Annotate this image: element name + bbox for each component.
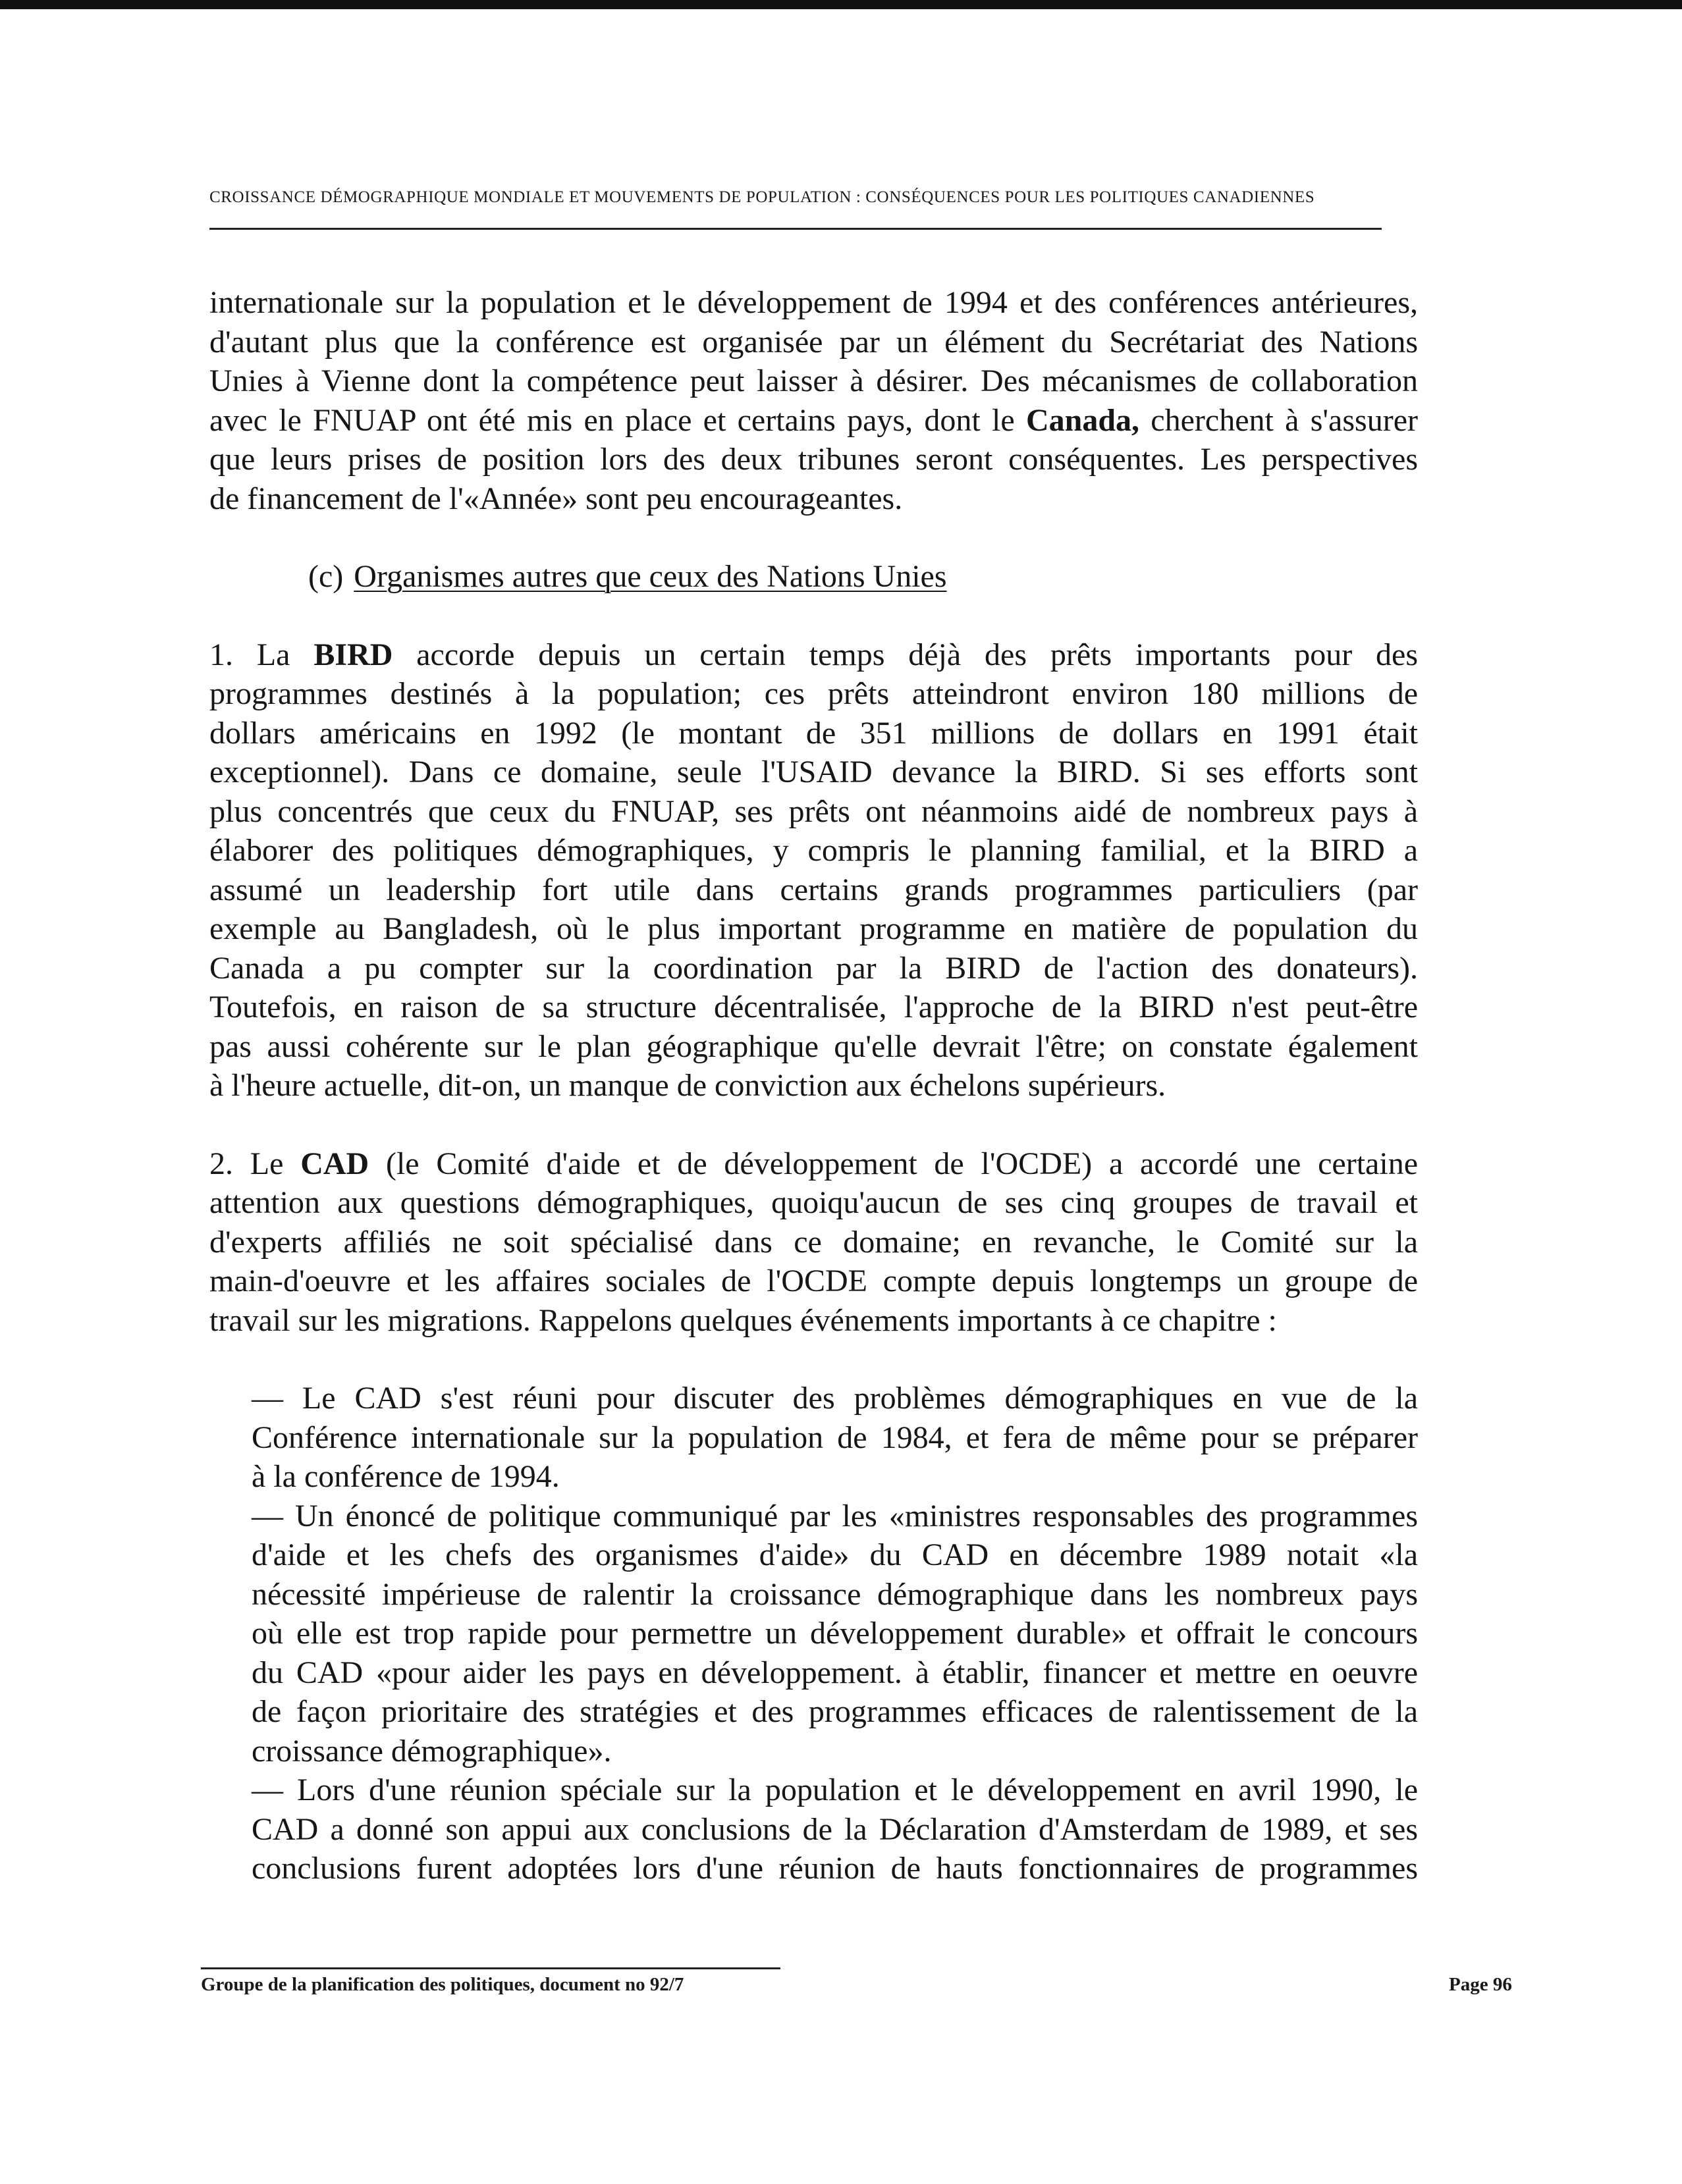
text-segment: accorde depuis un certain temps déjà des prêts importants pour des	[393, 637, 1419, 672]
page-number: Page 96	[1449, 1974, 1512, 1995]
text-line: — Un énoncé de politique communiqué par les «ministres responsables des programmes	[252, 1498, 1418, 1533]
section-number: (c)	[308, 559, 344, 594]
text-line: attention aux questions démographiques, quoiqu'aucun de ses cinq groupes de travail et	[209, 1185, 1418, 1220]
text-line: où elle est trop rapide pour permettre un développement durable» et offrait le concours	[252, 1616, 1418, 1651]
paragraph-gap	[209, 597, 1418, 635]
text-segment: (le Comité d'aide et de développement de l'OCDE) a accordé une certaine	[369, 1146, 1419, 1181]
scan-top-edge	[0, 0, 1682, 9]
list-item	[252, 1771, 1418, 1888]
header-rule	[209, 228, 1382, 230]
list-item	[252, 1497, 1418, 1771]
item-2-paragraph	[209, 1144, 1418, 1341]
paragraph-gap	[209, 1340, 1418, 1379]
bold-term-canada: Canada,	[1025, 402, 1140, 438]
text-line: travail sur les migrations. Rappelons quelques événements importants à ce chapitre :	[209, 1302, 1277, 1338]
text-line: internationale sur la population et le développement de 1994 et des conférences antérieures,	[209, 285, 1418, 320]
text-line: du CAD «pour aider les pays en développement. à établir, financer et mettre en oeuvre	[252, 1655, 1418, 1690]
text-line: plus concentrés que ceux du FNUAP, ses prêts ont néanmoins aidé de nombreux pays à	[209, 793, 1418, 829]
text-line: pas aussi cohérente sur le plan géographique qu'elle devrait l'être; on constate également	[209, 1028, 1418, 1064]
text-line: d'aide et les chefs des organismes d'aide» du CAD en décembre 1989 notait «la	[252, 1537, 1418, 1572]
text-line: assumé un leadership fort utile dans certains grands programmes particuliers (par	[209, 872, 1418, 907]
text-line: de façon prioritaire des stratégies et des programmes efficaces de ralentissement de la	[252, 1694, 1418, 1729]
text-line: Unies à Vienne dont la compétence peut laisser à désirer. Des mécanismes de collaboration	[209, 363, 1418, 398]
text-line: d'experts affiliés ne soit spécialisé dans ce domaine; en revanche, le Comité sur la	[209, 1224, 1418, 1260]
bold-term-bird: BIRD	[313, 637, 393, 672]
text-line: à la conférence de 1994.	[252, 1459, 560, 1494]
footer-rule	[201, 1967, 780, 1969]
text-line: élaborer des politiques démographiques, y compris le planning familial, et la BIRD a	[209, 833, 1418, 868]
text-line: nécessité impérieuse de ralentir la croissance démographique dans les nombreux pays	[252, 1576, 1418, 1612]
text-line: exceptionnel). Dans ce domaine, seule l'USAID devance la BIRD. Si ses efforts sont	[209, 755, 1418, 789]
text-segment: avec le FNUAP ont été mis en place et certains pays, dont le	[209, 402, 1026, 438]
text-line: CAD a donné son appui aux conclusions de la Déclaration d'Amsterdam de 1989, et ses	[252, 1811, 1418, 1847]
running-header: CROISSANCE DÉMOGRAPHIQUE MONDIALE ET MOUVEMENTS DE POPULATION : CONSÉQUENCES POUR LES POLITIQUES CANADIENNES	[209, 188, 1315, 206]
footer-document-reference: Groupe de la planification des politiques, document no 92/7	[201, 1974, 684, 1995]
text-line: — Lors d'une réunion spéciale sur la population et le développement en avril 1990, le	[252, 1772, 1418, 1807]
paragraph-gap	[209, 1105, 1418, 1144]
text-line: programmes destinés à la population; ces prêts atteindront environ 180 millions de	[209, 676, 1418, 711]
text-line	[209, 1144, 1418, 1184]
text-line: croissance démographique».	[252, 1733, 612, 1769]
text-line	[209, 635, 1418, 675]
event-list	[209, 1379, 1418, 1888]
list-item	[252, 1379, 1418, 1497]
intro-paragraph	[209, 283, 1418, 518]
text-segment: 2. Le	[209, 1146, 301, 1181]
text-line: d'autant plus que la conférence est organisée par un élément du Secrétariat des Nations	[209, 324, 1418, 360]
text-line: exemple au Bangladesh, où le plus important programme en matière de population du	[209, 911, 1418, 946]
text-line	[209, 401, 1418, 440]
text-line: Toutefois, en raison de sa structure décentralisée, l'approche de la BIRD n'est peut-être	[209, 990, 1418, 1025]
text-line: conclusions furent adoptées lors d'une réunion de hauts fonctionnaires de programmes	[252, 1851, 1418, 1886]
text-line: de financement de l'«Année» sont peu encourageantes.	[209, 481, 903, 516]
section-title: Organismes autres que ceux des Nations Unies	[354, 559, 947, 594]
item-1-paragraph	[209, 635, 1418, 1105]
text-segment: 1. La	[209, 637, 314, 672]
text-line: — Le CAD s'est réuni pour discuter des problèmes démographiques en vue de la	[252, 1381, 1418, 1416]
text-segment: cherchent à s'assurer	[1139, 402, 1418, 438]
text-line: que leurs prises de position lors des deux tribunes seront conséquentes. Les perspectives	[209, 442, 1418, 477]
section-heading	[209, 557, 1418, 597]
bold-term-cad: CAD	[300, 1146, 369, 1181]
text-line: Canada a pu compter sur la coordination par la BIRD de l'action des donateurs).	[209, 950, 1418, 986]
text-line: à l'heure actuelle, dit-on, un manque de conviction aux échelons supérieurs.	[209, 1068, 1166, 1103]
text-line: main-d'oeuvre et les affaires sociales de l'OCDE compte depuis longtemps un groupe de	[209, 1264, 1418, 1298]
text-line: Conférence internationale sur la population de 1984, et fera de même pour se préparer	[252, 1420, 1418, 1455]
body-text	[209, 283, 1418, 1888]
text-line: dollars américains en 1992 (le montant de 351 millions de dollars en 1991 était	[209, 715, 1418, 751]
paragraph-gap	[209, 518, 1418, 557]
